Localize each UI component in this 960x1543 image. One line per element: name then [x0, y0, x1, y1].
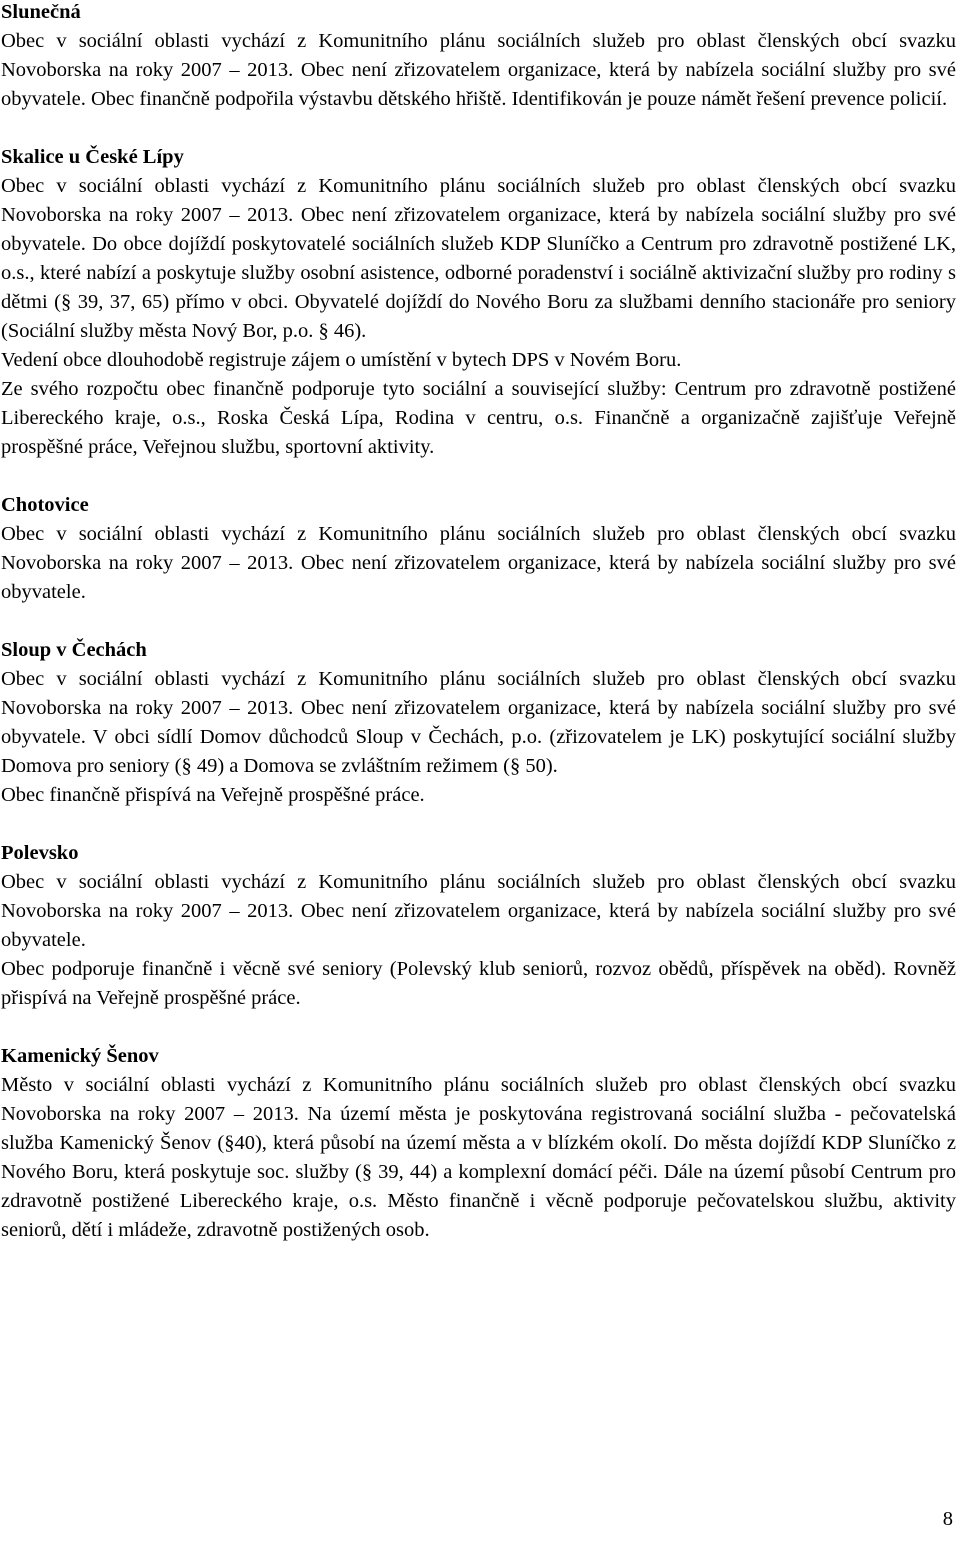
section-sloup-v-cechach	[1, 636, 956, 810]
section-heading: Sloup v Čechách	[1, 639, 147, 661]
section-paragraph: Obec v sociální oblasti vychází z Komunitního plánu sociálních služeb pro oblast členských obcí svazku Novoborska na roky 2007 – 2013. Obec není zřizovatelem organizace, která by nabízela sociální služby pro své obyvatele. Do obce dojíždí poskytovatelé sociálních služeb KDP Sluníčko a Centrum pro zdravotně postižené LK, o.s., které nabízí a poskytuje služby osobní asistence, odborné poradenství i sociálně aktivizační služby pro rodiny s dětmi (§ 39, 37, 65) přímo v obci. Obyvatelé dojíždí do Nového Boru za službami denního stacionáře pro seniory (Sociální služby města Nový Bor, p.o. § 46).	[1, 175, 956, 342]
section-paragraph: Město v sociální oblasti vychází z Komunitního plánu sociálních služeb pro oblast členských obcí svazku Novoborska na roky 2007 – 2013. Na území města je poskytována registrovaná sociální služba - pečovatelská služba Kamenický Šenov (§40), která působí na území města a v blízkém okolí. Do města dojíždí KDP Sluníčko z Nového Boru, která poskytuje soc. služby (§ 39, 44) a komplexní domácí péči. Dále na území působí Centrum pro zdravotně postižené Libereckého kraje, o.s. Město finančně i věcně podporuje pečovatelskou službu, aktivity seniorů, dětí i mládeže, zdravotně postižených osob.	[1, 1074, 956, 1241]
section-paragraph: Obec v sociální oblasti vychází z Komunitního plánu sociálních služeb pro oblast členských obcí svazku Novoborska na roky 2007 – 2013. Obec není zřizovatelem organizace, která by nabízela sociální služby pro své obyvatele. V obci sídlí Domov důchodců Sloup v Čechách, p.o. (zřizovatelem je LK) poskytující sociální služby Domova pro seniory (§ 49) a Domova se zvláštním režimem (§ 50).	[1, 668, 956, 777]
section-heading: Chotovice	[1, 494, 89, 516]
section-skalice-u-ceske-lipy	[1, 143, 956, 462]
section-heading: Slunečná	[1, 1, 81, 23]
section-paragraph: Obec v sociální oblasti vychází z Komunitního plánu sociálních služeb pro oblast členských obcí svazku Novoborska na roky 2007 – 2013. Obec není zřizovatelem organizace, která by nabízela sociální služby pro své obyvatele.	[1, 523, 956, 603]
section-paragraph: Obec v sociální oblasti vychází z Komunitního plánu sociálních služeb pro oblast členských obcí svazku Novoborska na roky 2007 – 2013. Obec není zřizovatelem organizace, která by nabízela sociální služby pro své obyvatele.	[1, 871, 956, 951]
section-paragraph: Ze svého rozpočtu obec finančně podporuje tyto sociální a související služby: Centrum pro zdravotně postižené Libereckého kraje, o.s., Roska Česká Lípa, Rodina v centru, o.s. Finančně a organizačně zajišťuje Veřejně prospěšné práce, Veřejnou službu, sportovní aktivity.	[1, 378, 956, 458]
section-heading: Kamenický Šenov	[1, 1045, 159, 1067]
section-kamenicky-senov	[1, 1042, 956, 1245]
section-chotovice	[1, 491, 956, 607]
section-paragraph: Obec v sociální oblasti vychází z Komunitního plánu sociálních služeb pro oblast členských obcí svazku Novoborska na roky 2007 – 2013. Obec není zřizovatelem organizace, která by nabízela sociální služby pro své obyvatele. Obec finančně podpořila výstavbu dětského hřiště. Identifikován je pouze námět řešení prevence policií.	[1, 30, 956, 110]
section-slunecna	[1, 0, 956, 114]
document-page	[1, 0, 956, 1274]
page-number: 8	[942, 1508, 953, 1530]
section-paragraph: Vedení obce dlouhodobě registruje zájem o umístění v bytech DPS v Novém Boru.	[1, 349, 682, 371]
section-paragraph: Obec finančně přispívá na Veřejně prospěšné práce.	[1, 784, 425, 806]
section-polevsko	[1, 839, 956, 1013]
section-heading: Polevsko	[1, 842, 79, 864]
section-paragraph: Obec podporuje finančně i věcně své seniory (Polevský klub seniorů, rozvoz obědů, příspěvek na oběd). Rovněž přispívá na Veřejně prospěšné práce.	[1, 958, 956, 1009]
section-heading: Skalice u České Lípy	[1, 146, 184, 168]
